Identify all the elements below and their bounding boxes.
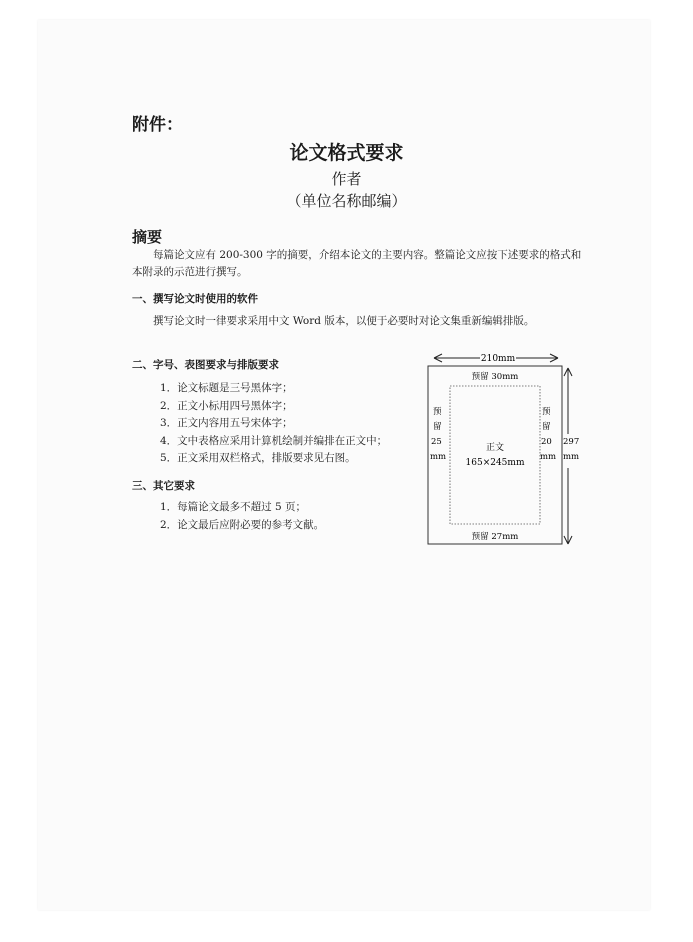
list-item: 2．论文最后应附必要的参考文献。 [160, 518, 325, 531]
height-label: mm [563, 452, 580, 462]
list-item: 2．正文小标用四号黑体字； [160, 399, 293, 412]
section3-heading: 三、其它要求 [132, 480, 195, 492]
body-label: 正文 [485, 443, 505, 453]
page-layout-diagram [424, 348, 584, 550]
section1-heading: 一、撰写论文时使用的软件 [132, 293, 258, 305]
right-margin-label: 预 [542, 407, 551, 417]
list-item: 1．论文标题是三号黑体字； [160, 382, 293, 394]
section1-text: 撰写论文时一律要求采用中文 Word 版本，以便于必要时对论文集重新编辑排版。 [153, 315, 535, 327]
list-item: 3．正文内容用五号宋体字； [160, 417, 293, 429]
width-label: 210mm [480, 354, 516, 364]
list-item: 5．正文采用双栏格式，排版要求见右图。 [160, 452, 356, 464]
list-item: 4．文中表格应采用计算机绘制并编排在正文中； [160, 434, 388, 447]
section3-list [160, 499, 324, 534]
section2-heading: 二、字号、表图要求与排版要求 [132, 359, 279, 371]
right-margin-label: 20 [541, 437, 552, 447]
left-margin-label: 留 [433, 422, 442, 432]
left-margin-label: 预 [433, 407, 442, 417]
body-area [450, 386, 540, 524]
left-margin-label: 25 [431, 437, 442, 447]
document-title: 论文格式要求 [289, 142, 404, 164]
height-label: 297 [563, 437, 580, 447]
left-margin-label: mm [430, 452, 447, 462]
abstract-text: 每篇论文应有 200-300 字的摘要，介绍本论文的主要内容。整篇论文应按下述要求的格式和本附录的示范进行撰写。 [132, 249, 582, 278]
right-margin-label: mm [540, 452, 557, 462]
author-line: 作者 [331, 170, 362, 188]
bottom-margin-label: 预留 27mm [471, 532, 519, 542]
list-item: 1．每篇论文最多不超过 5 页； [160, 501, 307, 513]
unit-line: （单位名称邮编） [286, 192, 407, 210]
section2-list [160, 380, 387, 468]
top-margin-label: 预留 30mm [471, 372, 519, 382]
attachment-label: 附件： [132, 115, 183, 135]
body-size-label: 165×245mm [465, 458, 525, 468]
abstract-heading: 摘要 [132, 228, 163, 246]
right-margin-label: 留 [542, 422, 551, 432]
